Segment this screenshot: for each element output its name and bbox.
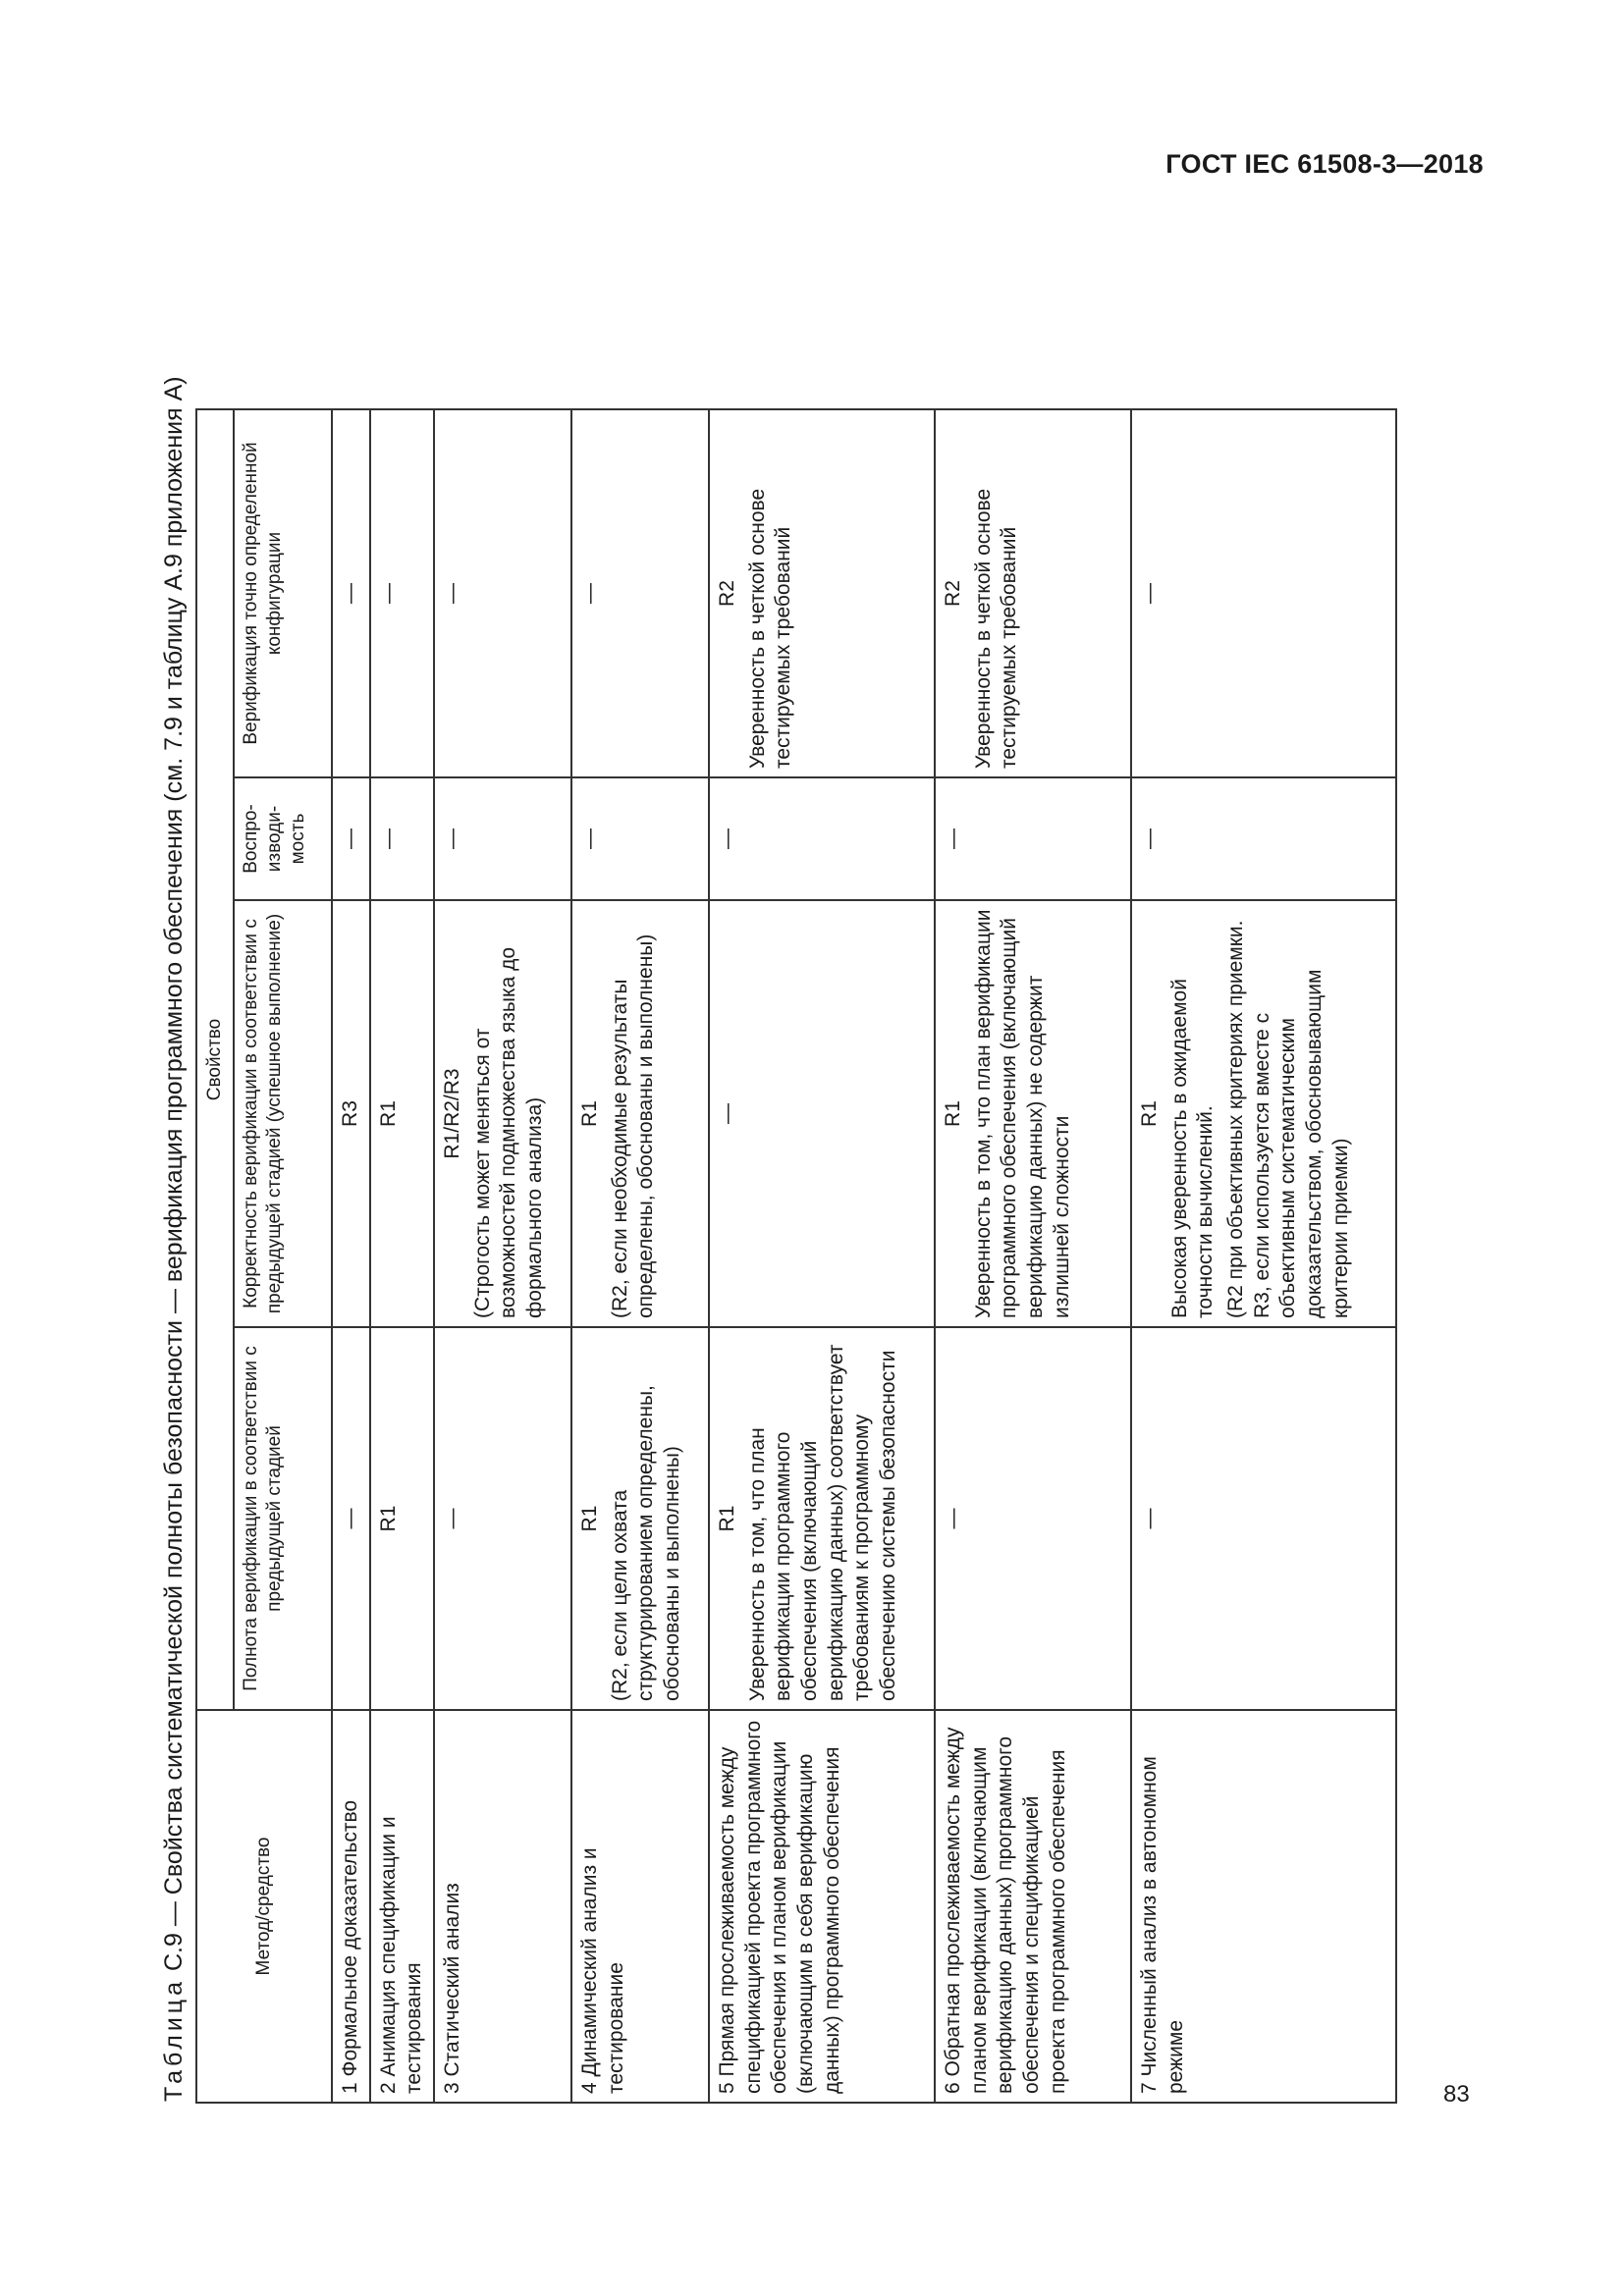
row-correctness-note-2: (R2 при объективных критериях приемки. R3, если используется вместе с объективным систематическим доказательством, обосновывающим критерии приемки) <box>1224 920 1352 1318</box>
row-repeatability: — <box>571 777 709 900</box>
table-row <box>1131 409 1396 2103</box>
table-row <box>370 409 434 2103</box>
row-config-value: R2 <box>716 580 739 607</box>
row-repeatability: — <box>434 777 571 900</box>
verification-properties-table <box>195 408 1397 2104</box>
row-completeness <box>571 1327 709 1710</box>
row-correctness <box>935 900 1131 1327</box>
row-completeness: — <box>332 1327 370 1710</box>
row-correctness-note: (R2, если необходимые результаты определены, обоснованы и выполнены) <box>608 934 658 1318</box>
row-repeatability: — <box>935 777 1131 900</box>
row-correctness-note: Высокая уверенность в ожидаемой точности вычислений. <box>1167 979 1218 1318</box>
row-method: 1 Формальное доказательство <box>332 1710 370 2103</box>
row-completeness: R1 <box>370 1327 434 1710</box>
row-config: — <box>434 409 571 777</box>
header-row-group <box>196 409 234 2103</box>
row-correctness: — <box>709 900 935 1327</box>
row-correctness <box>434 900 571 1327</box>
caption-label: Таблица <box>160 1977 188 2102</box>
row-config <box>709 409 935 777</box>
header-property-group: Свойство <box>196 409 234 1710</box>
table-row <box>434 409 571 2103</box>
header-completeness: Полнота верификации в соответствии с предыдущей стадией <box>234 1327 332 1710</box>
row-config: — <box>370 409 434 777</box>
row-completeness-value: R1 <box>716 1505 739 1532</box>
header-config: Верификация точно определенной конфигурации <box>234 409 332 777</box>
table-row <box>332 409 370 2103</box>
row-correctness <box>571 900 709 1327</box>
row-repeatability: — <box>370 777 434 900</box>
row-completeness <box>709 1327 935 1710</box>
table-row <box>935 409 1131 2103</box>
header-repeatability: Воспро-изводи-мость <box>234 777 332 900</box>
row-config-note: Уверенность в четкой основе тестируемых требований <box>745 488 795 769</box>
row-method: 6 Обратная прослеживаемость между планом верификации (включающим верификацию данных) программного обеспечения и спецификацией проекта программного обеспечения <box>935 1710 1131 2103</box>
row-correctness <box>1131 900 1396 1327</box>
page-number: 83 <box>1443 2081 1470 2108</box>
row-config: — <box>571 409 709 777</box>
rotated-table-region <box>152 307 1429 2104</box>
row-config-note: Уверенность в четкой основе тестируемых требований <box>971 488 1021 769</box>
row-correctness-value: R1 <box>1138 1100 1162 1127</box>
row-config <box>935 409 1131 777</box>
row-method: 7 Численный анализ в автономном режиме <box>1131 1710 1396 2103</box>
row-method: 4 Динамический анализ и тестирование <box>571 1710 709 2103</box>
row-correctness-value: R1 <box>578 1100 602 1127</box>
row-config: — <box>332 409 370 777</box>
row-completeness-note: Уверенность в том, что план верификации программного обеспечения (включающий верификацию данных) соответствует требованиям к программному обеспечению системы безопасности <box>745 1344 900 1701</box>
table-caption <box>152 307 195 2104</box>
row-correctness: R1 <box>370 900 434 1327</box>
table-row <box>571 409 709 2103</box>
row-method: 3 Статический анализ <box>434 1710 571 2103</box>
row-correctness-value: R1/R2/R3 <box>441 1068 464 1159</box>
row-repeatability: — <box>1131 777 1396 900</box>
row-completeness: — <box>935 1327 1131 1710</box>
row-completeness: — <box>434 1327 571 1710</box>
header-method: Метод/средство <box>196 1710 332 2103</box>
table-row <box>709 409 935 2103</box>
row-correctness-note: (Строгость может меняться от возможностей подмножества языка до формального анализа) <box>470 946 547 1318</box>
row-config-value: R2 <box>942 580 965 607</box>
row-repeatability: — <box>709 777 935 900</box>
row-method: 5 Прямая прослеживаемость между спецификацией проекта программного обеспечения и планом верификации (включающим в себя верификацию данных) программного обеспечения <box>709 1710 935 2103</box>
document-code: ГОСТ IEC 61508-3—2018 <box>1165 149 1484 179</box>
row-repeatability: — <box>332 777 370 900</box>
row-config: — <box>1131 409 1396 777</box>
row-correctness-value: R1 <box>942 1100 965 1127</box>
header-correctness: Корректность верификации в соответствии с предыдущей стадией (успешное выполнение) <box>234 900 332 1327</box>
row-completeness-value: R1 <box>578 1505 602 1532</box>
row-method: 2 Анимация спецификации и тестирования <box>370 1710 434 2103</box>
row-correctness-note: Уверенность в том, что план верификации программного обеспечения (включающий верификацию данных) не содержит излишней сложности <box>971 909 1073 1318</box>
row-correctness: R3 <box>332 900 370 1327</box>
row-completeness-note: (R2, если цели охвата структурированием определены, обоснованы и выполнены) <box>608 1385 684 1701</box>
row-completeness: — <box>1131 1327 1396 1710</box>
caption-text: С.9 — Свойства систематической полноты безопасности — верификация программного обеспечения (см. 7.9 и таблицу А.9 приложения А) <box>160 376 188 1978</box>
